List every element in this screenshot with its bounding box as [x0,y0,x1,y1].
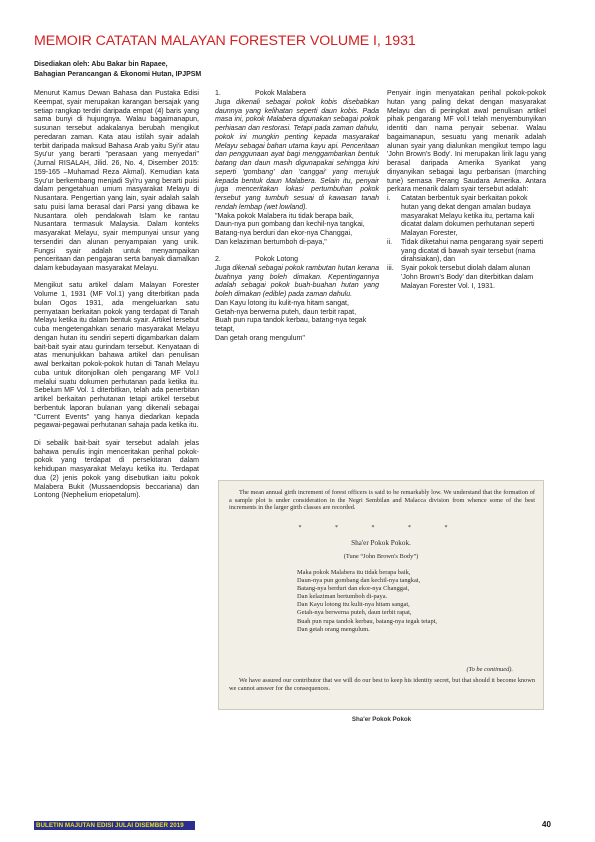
verse-line: Dan getah orang mengulum" [215,334,305,342]
scanned-clipping-figure [218,480,544,710]
verse-line: Batang-nya berduri dan ekor-nya Changgai, [215,230,353,237]
section-number: 1. [215,90,221,97]
section-number: 2. [215,256,221,264]
paragraph-malayan-forester: Mengikut satu artikel dalam Malayan Forester Volume 1, 1931 (MF Vol.1) yang diterbitkan pada bulan Ogos 1931, ada mengeluarkan satu pernyataan berkaitan pokok yang terdapat di Tanah Melayu ketika itu dalam bentuk syair. Artikel tersebut cuba mengetengahkan senario masyarakat Melayu dengan hutan itu sendiri seperti digambarkan dalam bait-bait syair atau gurindam tersebut. Kenyataan di atas menunjukkan bahawa artikel dan penulisan awal berkaitan pokok-pokok hutan di Tanah Melayu cuba untuk ditonjolkan oleh pengarang MF Vol.I melalui suatu dokumen perhutanan pada ketika itu. Sebelum MF Vol. 1 diterbitkan, telah ada penerbitan artikel berkaitan perhutanan tetapi artikel tersebut berbentuk laporan bulanan yang dikenali sebagai "Current Events" yang hanya diedarkan kepada pegawai-pegawai perhutanan sahaja pada ketika itu. [34,282,199,430]
byline-department: Bahagian Perancangan & Ekonomi Hutan, IPJPSM [34,70,202,78]
list-item [387,265,546,291]
article-title: MEMOIR CATATAN MALAYAN FORESTER VOLUME I, 1931 [34,33,416,49]
list-item-text: Catatan berbentuk syair berkaitan pokok hutan yang dekat dengan amalan budaya masyarakat Melayu ketika itu, pertama kali dicatat dalam dokumen perhutanan seperti Malayan Forester, [401,195,535,237]
poem-line: Dan getah orang mengulum. [297,625,370,633]
list-item [387,238,546,265]
byline [34,60,201,79]
paragraph-tree-types: Di sebalik bait-bait syair tersebut adalah jelas bahawa penulis ingin menceritakan perihal pokok-pokok yang terdapat di persekitaran dalam kehidupan masyarakat Melayu ketika itu. Terdapat dua (2) jenis pokok yang disebutkan iaitu pokok Malabera Bukit (Mussaendopsis beccariana) dan Lontong (Nephelium eriopetalum). [34,439,199,500]
clipping-intro: The mean annual girth increment of forest officers is said to be remarkably low. We understand that the formation of a sample plot is under consideration in the Negri Sembilan and Malacca division from whence some of the best increments in the larger girth classes are recorded. [229,489,535,512]
list-item-text: Syair pokok tersebut diolah dalam alunan 'John Brown's Body' dan diterbitkan dalam Malayan Forester Vol. I, 1931. [401,265,534,290]
section-heading-malabera [215,90,379,99]
verse-line: Getah-nya berwerna puteh, daun terbit rapat, [215,308,357,316]
poem-line: Daun-nya pun gombang dan kechil-nya tangkai, [297,577,421,585]
section-title: Pokok Lotong [255,256,299,264]
verse-line: "Maka pokok Malabera itu tidak berapa baik, [215,212,354,220]
clipping-continued: (To be continued). [466,666,513,673]
interesting-points-list [387,195,546,291]
footer-bulletin-name: BULETIN MAJUTAN EDISI JULAI DISEMBER 2019 [36,822,184,829]
verse-line: Dan kelaziman bertumboh di-paya," [215,238,327,246]
paragraph-poet: Penyair ingin menyatakan perihal pokok-pokok hutan yang paling dekat dengan masyarakat Melayu dan di peringkat awal penulisan artikel pihak pengarang MF vol.I telah menyembunyikan identiti dan nama penyair sebenar. Walau bagaimanapun, sesuatu yang menarik adalah alunan syair yang dialunkan mengikut tempo lagu 'John Brown's Body'. Ini merupakan lirik lagu yang berasal daripada Amerika Syarikat yang dinyanyikan sebagai lagu perbarisan (marching tune) semasa Perang Saudara Amerika. Antara perkara menarik dalam syair tersebut adalah: [387,90,546,194]
clipping-tune: (Tune “John Brown's Body”) [343,553,419,560]
column-right [387,90,546,291]
section-heading-lotong [215,256,379,265]
paragraph-malabera: Juga dikenali sebagai pokok kobis disebabkan daunnya yang kelihatan seperti daun kobis. Pada masa ini, pokok Malabera digunakan sebagai pokok perhiasan dan restorasi. Tetapi pada zaman dahulu, pokok ini mungkin penting kepada masyarakat Melayu sebagai bahan utama kayu api. Penceritaan dan penggunaan ayat bagi menggambarkan bentuk batang dan daun masih digunapakai sehingga kini seperti 'gombang' dan 'canggai' yang merujuk kepada bentuk daun Malabera. Selain itu, penyair juga menceritakan lokasi pertumbuhan pokok tersebut yang tumbuh sesuai di kawasan tanah rendah lembap (wet lowland). [215,98,379,211]
section-title: Pokok Malabera [255,90,306,97]
verse-line: Buah pun rupa tandok kerbau, batang-nya tegak tetapt, [215,317,367,334]
paragraph-syair-definition: Menurut Kamus Dewan Bahasa dan Pustaka Edisi Keempat, syair merupakan karangan bersajak yang setiap rangkap terdiri daripada empat (4) baris yang sama bunyi di hujungnya. Walau bagaimanapun, susunan tersebut adakalanya berubah mengikut peredaran zaman. Kata atau istilah syair adalah terbit daripada maksud Bahasa Arab yaitu Syi'ir atau Syu'ur yang berarti "perasaan yang menyedari" (Jurnal RISALAH, Jilid. 26, No. 4, Disember 2015: 159-165 –Muhamad Reza Akmal). Kemudian kata Syu'ur berkembang menjadi Syi'ru yang berarti puisi dalam pengetahuan umum masyarakat Melayu di Nusantara. Pengertian yang lain, syair adalah salah satu puisi lama berasal dari Parsi yang dibawa ke Nusantara oleh pendakwah Islam ke rantau Nusantara termasuk Malaysia. Dalam konteks masyarakat Melayu, syair mempunyai unsur yang tersendiri dan alunan penyampaian yang unik. Fungsi syair adalah untuk menyampaikan penceritaan dan pengajaran serta banyak diamalkan dalam kebudayaan masyarakat Melayu. [34,90,199,272]
page-number: 40 [542,820,551,829]
list-item [387,195,546,239]
list-marker: i. [387,195,391,202]
poem-line: Batang-nya berduri dan ekor-nya Changgai, [297,585,410,593]
poem-line: Dan kelaziman bertumboh di-paya. [297,593,388,601]
list-marker: iii. [387,265,394,272]
poem-line: Dan Kayu lotong itu kulit-nya hitam sangat, [297,601,410,609]
paragraph-lotong: Juga dikenali sebagai pokok rambutan hutan kerana buahnya yang boleh dimakan. Kepentingannya adalah sebagai pokok buah-buahan hutan yang boleh dimakan (edible) pada zaman dahulu. [215,264,379,299]
byline-author: Disediakan oleh: Abu Bakar bin Rapaee, [34,61,168,68]
verse-line: Daun-nya pun gombang dan kechil-nya tangkai, [215,221,365,229]
column-left [34,90,199,510]
poem-line: Buah pun rupa tandok kerbau, batang-nya tegak tetapt, [297,617,438,625]
verse-lotong [215,300,379,344]
verse-line: Dan Kayu lotong itu kulit-nya hitam sangat, [215,299,349,307]
poem-line: Getah-nya berwerna puteh, daun terbit rapat, [297,609,412,617]
figure-caption: Sha'er Pokok Pokok [351,716,412,723]
clipping-title: Sha'er Pokok Pokok. [351,539,411,547]
list-marker: ii. [387,238,393,246]
verse-malabera [215,213,379,248]
clipping-separator: * * * * * [298,525,464,531]
column-middle [215,90,379,352]
clipping-disclaimer: We have assured our contributor that we will do our best to keep his identity secret, but that should it become known we cannot answer for the consequences. [229,677,535,692]
list-item-text: Tidak diketahui nama pengarang syair seperti yang dicatat di bawah syair tersebut (nama dirahsiakan), dan [401,238,544,264]
poem-line: Maka pokok Malabera itu tidak berapa baik, [297,569,411,576]
clipping-poem [297,569,437,634]
